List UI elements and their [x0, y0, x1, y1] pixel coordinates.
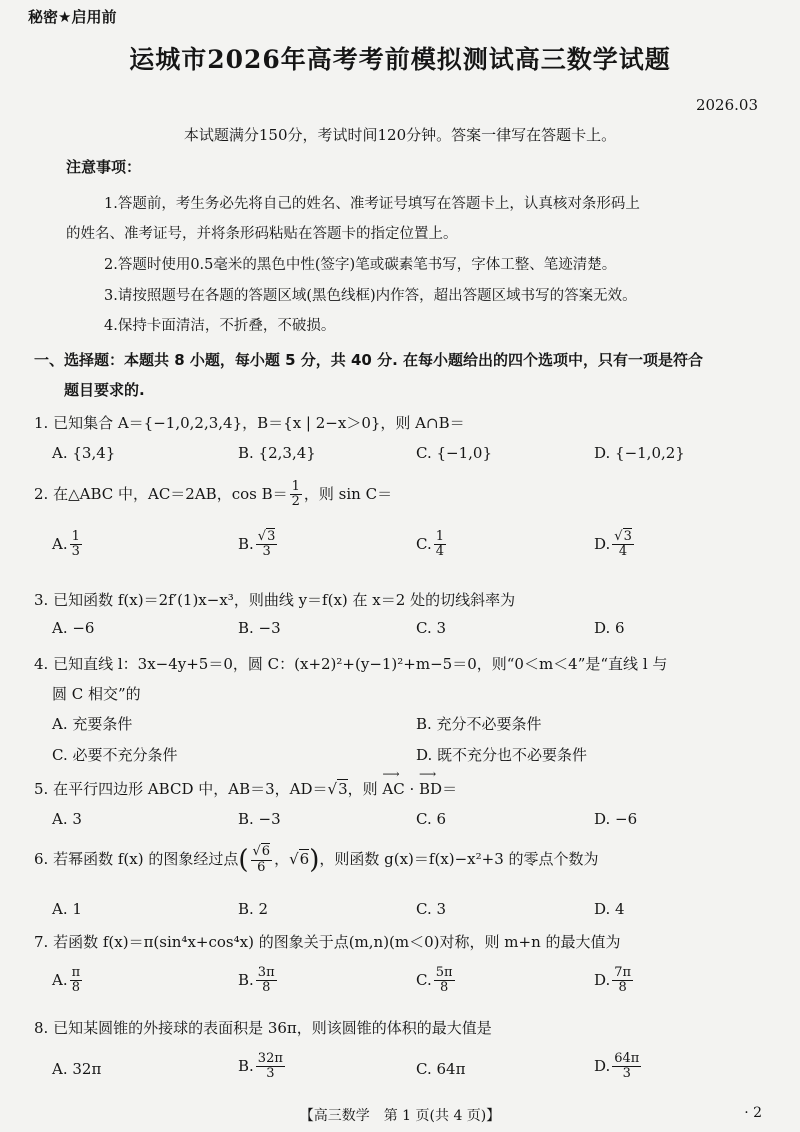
question-2-option-b: B. $\frac{√3}{3}$	[238, 529, 276, 560]
question-3-option-b: B. −3	[238, 619, 281, 637]
fraction: $\frac{1}{2}$	[291, 479, 300, 510]
section-heading: 一、选择题：本题共 8 小题，每小题 5 分，共 40 分. 在每小题给出的四个选项中，只有一项是符合	[34, 351, 704, 369]
question-1-option-c: C. {−1,0}	[416, 444, 492, 462]
vector-bd: ⟶ BD	[419, 780, 442, 798]
question-5-option-c: C. 6	[416, 810, 447, 828]
question-4-stem: 4. 已知直线 l：3x−4y+5＝0，圆 C：(x+2)²+(y−1)²+m−5＝0，则“0＜m＜4”是“直线 l 与	[34, 655, 668, 673]
question-8-option-c: C. 64π	[416, 1060, 466, 1078]
notice-item-1: 1.答题前，考生务必先将自己的姓名、准考证号填写在答题卡上，认真核对条形码上	[104, 196, 640, 212]
question-1-option-a: A. {3,4}	[52, 444, 116, 462]
question-3-option-d: D. 6	[594, 619, 625, 637]
question-6-option-a: A. 1	[52, 900, 82, 918]
question-4-stem-cont: 圆 C 相交”的	[52, 685, 141, 703]
question-8-option-d: D. $\frac{64\pi}{3}$	[594, 1051, 640, 1082]
question-5-option-d: D. −6	[594, 810, 638, 828]
question-2-stem: 2. 在△ABC 中，AC＝2AB，cos B＝ $\frac{1}{2}$ ，则 sin C＝	[34, 479, 393, 510]
question-7-option-d: D. $\frac{7\pi}{8}$	[594, 965, 632, 996]
question-6-option-b: B. 2	[238, 900, 269, 918]
question-5-option-b: B. −3	[238, 810, 281, 828]
page-title: 运城市2026年高考考前模拟测试高三数学试题	[129, 45, 671, 74]
notice-title: 注意事项：	[66, 158, 142, 176]
section-heading-cont: 题目要求的.	[64, 381, 145, 399]
question-1-option-d: D. {−1,0,2}	[594, 444, 685, 462]
page-number: · 2	[744, 1105, 762, 1121]
question-2-option-a: A. $\frac{1}{3}$	[52, 529, 80, 560]
question-4-option-d: D. 既不充分也不必要条件	[416, 746, 588, 764]
question-4-option-c: C. 必要不充分条件	[52, 746, 178, 764]
question-3-option-c: C. 3	[416, 619, 447, 637]
question-5-option-a: A. 3	[52, 810, 82, 828]
exam-date: 2026.03	[695, 96, 758, 114]
question-8-stem: 8. 已知某圆锥的外接球的表面积是 36π，则该圆锥的体积的最大值是	[34, 1019, 492, 1037]
question-4-option-a: A. 充要条件	[52, 715, 133, 733]
notice-item-4: 4.保持卡面清洁，不折叠，不破损。	[104, 318, 336, 334]
question-1-stem: 1. 已知集合 A＝{−1,0,2,3,4}，B＝{x | 2−x＞0}，则 A∩B＝	[34, 414, 465, 432]
exam-intro: 本试题满分150分，考试时间120分钟。答案一律写在答题卡上。	[183, 126, 617, 144]
question-3-stem: 3. 已知函数 f(x)＝2f′(1)x−x³，则曲线 y＝f(x) 在 x＝2 处的切线斜率为	[34, 591, 516, 609]
notice-item-1-cont: 的姓名、准考证号，并将条形码粘贴在答题卡的指定位置上。	[66, 226, 458, 242]
question-7-option-c: C. $\frac{5\pi}{8}$	[416, 965, 453, 996]
question-7-option-b: B. $\frac{3\pi}{8}$	[238, 965, 275, 996]
question-5-stem: 5. 在平行四边形 ABCD 中，AB＝3，AD＝√3，则 ⟶ AC · ⟶ BD＝	[34, 778, 457, 799]
notice-item-3: 3.请按照题号在各题的答题区域(黑色线框)内作答，超出答题区域书写的答案无效。	[104, 288, 637, 304]
question-4-option-b: B. 充分不必要条件	[416, 715, 542, 733]
question-1-option-b: B. {2,3,4}	[238, 444, 316, 462]
question-2-option-c: C. $\frac{1}{4}$	[416, 529, 444, 560]
question-7-option-a: A. $\frac{\pi}{8}$	[52, 965, 81, 996]
question-8-option-b: B. $\frac{32\pi}{3}$	[238, 1051, 283, 1082]
confidential-label: 秘密★启用前	[28, 8, 117, 26]
question-8-option-a: A. 32π	[52, 1060, 102, 1078]
question-3-option-a: A. −6	[52, 619, 95, 637]
question-2-option-d: D. $\frac{√3}{4}$	[594, 529, 632, 560]
question-7-stem: 7. 若函数 f(x)＝π(sin⁴x+cos⁴x) 的图象关于点(m,n)(m＜0)对称，则 m+n 的最大值为	[34, 933, 621, 951]
question-6-option-d: D. 4	[594, 900, 625, 918]
question-6-option-c: C. 3	[416, 900, 447, 918]
question-6-stem: 6. 若幂函数 f(x) 的图象经过点( $\frac{√6}{6}$ ，√6)，则函数 g(x)＝f(x)−x²+3 的零点个数为	[34, 844, 599, 875]
vector-ac: ⟶ AC	[382, 780, 404, 798]
page-footer: 【高三数学 第 1 页(共 4 页)】	[299, 1108, 501, 1124]
notice-item-2: 2.答题时使用0.5毫米的黑色中性(签字)笔或碳素笔书写，字体工整、笔迹清楚。	[104, 257, 617, 273]
